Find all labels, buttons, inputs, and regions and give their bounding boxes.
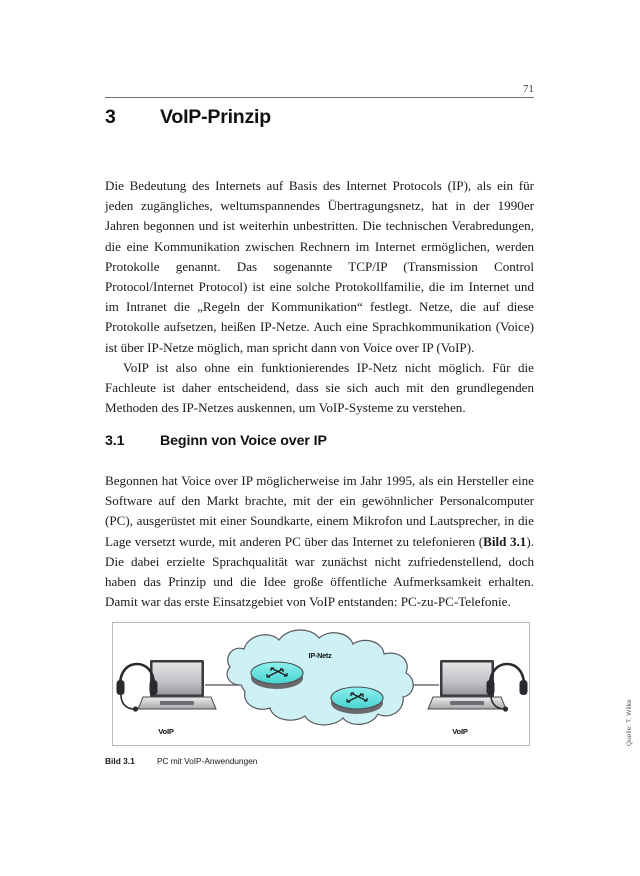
figure-caption xyxy=(105,756,534,766)
figure-source-text: Quelle: T. Wilke xyxy=(626,699,633,746)
figure-cross-reference: Bild 3.1 xyxy=(483,533,527,549)
running-head xyxy=(105,84,534,98)
page-number: 71 xyxy=(523,84,534,95)
chapter-title: VoIP-Prinzip xyxy=(160,106,271,128)
paragraph-voip-requires-ip: VoIP ist also ohne ein funktionierendes IP-Netz nicht möglich. Für die Fachleute ist daher entscheidend, dass sie sich auch mit den grundlegenden Methoden des IP-Netzes auskennen, um VoIP-Systeme zu verstehen. xyxy=(105,360,534,416)
figure-caption-number: Bild 3.1 xyxy=(105,756,135,766)
section-number: 3.1 xyxy=(105,433,125,449)
figure-label-cloud: IP-Netz xyxy=(308,651,332,660)
figure-caption-text: PC mit VoIP-Anwendungen xyxy=(157,756,258,766)
router-icon-2 xyxy=(331,687,383,714)
section-title: Beginn von Voice over IP xyxy=(160,433,327,449)
paragraph-history-part-b: ). Die dabei erzielte Sprachqualität war zunächst nicht zufriedenstellend, doch haben das Prinzip und die Idee große öffentliche Aufmerksamkeit erhalten. Damit war das erste Einsatzgebiet von VoIP entstanden: PC-zu-PC-Telefonie. xyxy=(105,533,534,610)
chapter-heading xyxy=(105,106,534,129)
figure-source xyxy=(626,676,640,750)
figure-label-right-pc: VoIP xyxy=(452,727,468,736)
router-icon-1 xyxy=(251,662,303,689)
figure-label-left-pc: VoIP xyxy=(158,727,174,736)
paragraph-history xyxy=(105,471,534,612)
paragraph-history-part-a: Begonnen hat Voice over IP möglicherweise im Jahr 1995, als ein Hersteller eine Software auf den Markt brachte, mit der ein gewöhnlicher Personalcomputer (PC), ausgerüstet mit einer Soundkarte, einem Mikrofon und Lautsprecher, in die Lage versetzt wurde, mit anderen PC über das Internet zu telefonieren ( xyxy=(105,473,534,549)
section-heading xyxy=(105,433,534,449)
chapter-number: 3 xyxy=(105,106,116,128)
paragraph-intro: Die Bedeutung des Internets auf Basis des Internet Protocols (IP), als ein für jeden zugängliches, weltumspannendes Übertragungsnetz, hat in der 1990er Jahren begonnen und ist weiterhin unbestritten. Die technischen Verabredungen, die eine Kommunikation zwischen Rechnern im Internet ermöglichen, werden Protokolle genannt. Das sogenannte TCP/IP (Transmission Control Protocol/Internet Protocol) ist eine solche Protokollfamilie, die im Internet und im Intranet die „Regeln der Kommunikation“ festlegt. Netze, die auf diese Protokolle aufsetzen, heißen IP-Netze. Auch eine Sprachkommunikation (Voice) ist über IP-Netze möglich, man spricht dann von Voice over IP (VoIP). xyxy=(105,178,534,355)
header-rule xyxy=(105,97,534,98)
